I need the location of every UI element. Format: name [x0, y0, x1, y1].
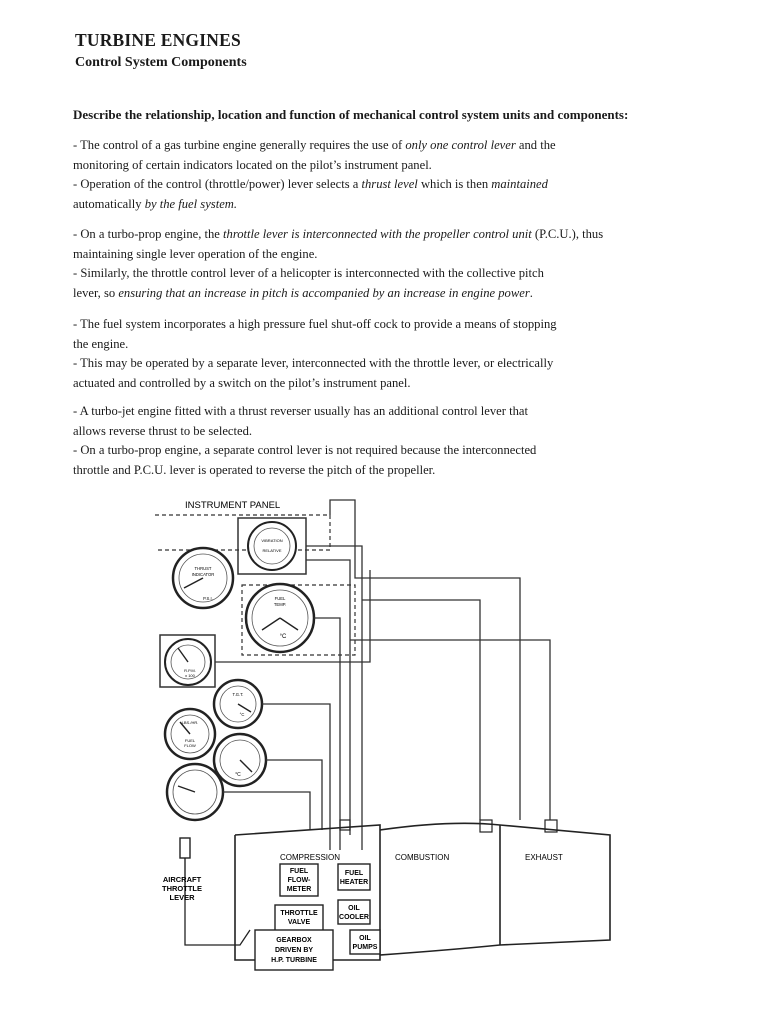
svg-text:VIBRATION: VIBRATION [261, 538, 283, 543]
thrust-indicator-gauge [173, 548, 233, 608]
svg-text:°C: °C [239, 712, 245, 717]
svg-text:°C: °C [235, 772, 241, 778]
svg-text:INDICATOR: INDICATOR [191, 572, 215, 577]
svg-text:THROTTLE: THROTTLE [280, 910, 318, 917]
fuel-heater-box [338, 864, 370, 890]
paragraph-line: - On a turbo-prop engine, a separate control lever is not required because the interconnected [73, 443, 537, 457]
paragraph-line: - The fuel system incorporates a high pressure fuel shut-off cock to provide a means of stopping [73, 317, 557, 331]
paragraph-line: maintaining single lever operation of the engine. [73, 246, 318, 261]
tgt-gauge [214, 680, 262, 728]
compression-label: COMPRESSION [280, 853, 341, 862]
svg-text:R.P.M.: R.P.M. [184, 668, 196, 673]
svg-text:METER: METER [286, 886, 312, 893]
paragraph-3 [73, 315, 695, 393]
section-heading: Describe the relationship, location and function of mechanical control system units and components: [73, 107, 629, 122]
svg-text:VALVE: VALVE [287, 919, 311, 926]
svg-text:LEVER: LEVER [169, 893, 195, 902]
paragraph-line: - On a turbo-prop engine, the throttle lever is interconnected with the propeller control unit (P.C.U.), thus [73, 227, 604, 241]
svg-text:COOLER: COOLER [339, 914, 369, 921]
paragraph-4 [73, 402, 695, 480]
engine-control-diagram [150, 490, 620, 980]
instrument-panel-label: INSTRUMENT PANEL [185, 500, 281, 511]
paragraph-line: - The control of a gas turbine engine generally requires the use of only one control lever and the [73, 138, 556, 152]
paragraph-line: - A turbo-jet engine fitted with a thrust reverser usually has an additional control lever that [73, 404, 528, 418]
svg-text:PUMPS: PUMPS [352, 944, 378, 951]
paragraph-line: - Similarly, the throttle control lever of a helicopter is interconnected with the collective pitch [73, 266, 544, 280]
paragraph-line: actuated and controlled by a switch on the pilot’s instrument panel. [73, 375, 411, 390]
svg-text:AIRCRAFT: AIRCRAFT [162, 875, 202, 884]
svg-text:FUEL: FUEL [274, 596, 286, 601]
svg-text:T.G.T.: T.G.T. [232, 692, 244, 697]
paragraph-line: the engine. [73, 336, 129, 351]
svg-text:LBS./HR.: LBS./HR. [181, 720, 199, 725]
oil-pressure-gauge [167, 764, 223, 820]
document-title: TURBINE ENGINES [75, 30, 241, 50]
svg-text:OIL: OIL [359, 935, 371, 942]
svg-text:FLOW-: FLOW- [287, 877, 311, 884]
paragraph-line: automatically by the fuel system. [73, 196, 238, 211]
rpm-gauge [160, 635, 215, 687]
fuel-flow-gauge [165, 709, 215, 759]
svg-text:H.P. TURBINE: H.P. TURBINE [271, 957, 317, 964]
document-subtitle: Control System Components [75, 55, 247, 70]
paragraph-line: - Operation of the control (throttle/power) lever selects a thrust level which is then maintained [73, 177, 548, 191]
svg-text:THRUST: THRUST [194, 566, 212, 571]
paragraph-2 [73, 225, 695, 303]
svg-text:FUEL: FUEL [184, 738, 196, 743]
oil-temp-gauge [214, 734, 266, 786]
svg-text:THROTTLE: THROTTLE [162, 884, 202, 893]
vibration-gauge [238, 518, 306, 574]
paragraph-line: allows reverse thrust to be selected. [73, 423, 253, 438]
svg-text:FUEL: FUEL [344, 870, 364, 877]
paragraph-line: lever, so ensuring that an increase in pitch is accompanied by an increase in engine power. [73, 285, 533, 300]
exhaust-label: EXHAUST [525, 853, 563, 862]
fuel-temp-gauge [246, 584, 314, 652]
svg-text:FLOW: FLOW [184, 743, 196, 748]
throttle-valve-box [275, 905, 323, 931]
paragraph-line: - This may be operated by a separate lever, interconnected with the throttle lever, or electrically [73, 356, 554, 370]
svg-text:FUEL: FUEL [289, 868, 309, 875]
paragraph-1 [73, 136, 695, 214]
svg-text:HEATER: HEATER [339, 879, 369, 886]
svg-text:°C: °C [279, 634, 287, 640]
svg-text:OIL: OIL [348, 905, 360, 912]
combustion-label: COMBUSTION [395, 853, 450, 862]
paragraph-line: monitoring of certain indicators located on the pilot’s instrument panel. [73, 157, 432, 172]
svg-text:RELATIVE: RELATIVE [262, 548, 282, 553]
paragraph-line: throttle and P.C.U. lever is operated to reverse the pitch of the propeller. [73, 462, 436, 477]
aircraft-throttle-lever [162, 838, 250, 945]
svg-text:P.S.I.: P.S.I. [203, 596, 213, 601]
svg-text:DRIVEN BY: DRIVEN BY [274, 947, 314, 954]
svg-text:GEARBOX: GEARBOX [276, 937, 312, 944]
svg-text:x 100: x 100 [185, 673, 195, 678]
svg-text:TEMP.: TEMP. [273, 602, 287, 607]
